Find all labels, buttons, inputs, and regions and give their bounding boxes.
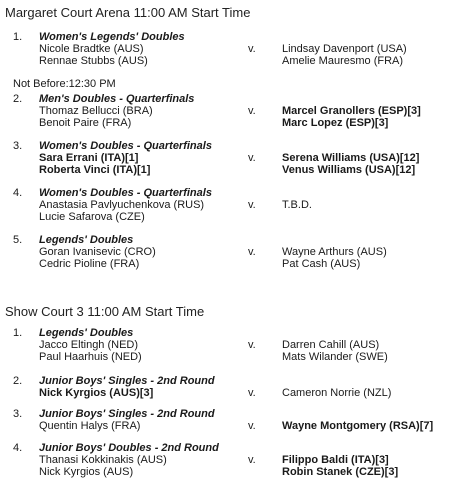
not-before-note: Not Before:12:30 PM	[13, 78, 116, 90]
player-left-winner: Sara Errani (ITA)[1]	[39, 152, 139, 164]
player-right: Darren Cahill (AUS)	[282, 339, 380, 351]
versus-label: v.	[248, 105, 256, 117]
player-left: Rennae Stubbs (AUS)	[39, 55, 148, 67]
player-right: Lindsay Davenport (USA)	[282, 43, 407, 55]
match-number: 3.	[13, 408, 23, 420]
event-name: Junior Boys' Singles - 2nd Round	[39, 408, 215, 420]
court-title: Show Court 3 11:00 AM Start Time	[5, 304, 205, 319]
player-left: Paul Haarhuis (NED)	[39, 351, 142, 363]
match-number: 1.	[13, 327, 23, 339]
player-right: Cameron Norrie (NZL)	[282, 387, 392, 399]
versus-label: v.	[248, 246, 256, 258]
player-left-winner: Nick Kyrgios (AUS)[3]	[39, 387, 154, 399]
player-left-winner: Roberta Vinci (ITA)[1]	[39, 164, 151, 176]
player-right: Amelie Mauresmo (FRA)	[282, 55, 404, 67]
player-left: Anastasia Pavlyuchenkova (RUS)	[39, 199, 205, 211]
player-right-winner: Filippo Baldi (ITA)[3]	[282, 454, 389, 466]
event-name: Women's Doubles - Quarterfinals	[39, 187, 212, 199]
match-number: 2.	[13, 93, 23, 105]
player-left: Nicole Bradtke (AUS)	[39, 43, 144, 55]
player-right-winner: Venus Williams (USA)[12]	[282, 164, 416, 176]
versus-label: v.	[248, 387, 256, 399]
match-number: 1.	[13, 31, 23, 43]
player-right-winner: Marcel Granollers (ESP)[3]	[282, 105, 421, 117]
versus-label: v.	[248, 199, 256, 211]
player-right-winner: Wayne Montgomery (RSA)[7]	[282, 420, 434, 432]
event-name: Women's Legends' Doubles	[39, 31, 185, 43]
event-name: Junior Boys' Doubles - 2nd Round	[39, 442, 219, 454]
player-left: Quentin Halys (FRA)	[39, 420, 141, 432]
player-right-winner: Serena Williams (USA)[12]	[282, 152, 420, 164]
versus-label: v.	[248, 43, 256, 55]
player-right: T.B.D.	[282, 199, 312, 211]
versus-label: v.	[248, 152, 256, 164]
player-left: Lucie Safarova (CZE)	[39, 211, 145, 223]
event-name: Junior Boys' Singles - 2nd Round	[39, 375, 215, 387]
player-left: Jacco Eltingh (NED)	[39, 339, 139, 351]
event-name: Legends' Doubles	[39, 327, 134, 339]
player-left: Cedric Pioline (FRA)	[39, 258, 140, 270]
match-number: 2.	[13, 375, 23, 387]
player-left: Goran Ivanisevic (CRO)	[39, 246, 156, 258]
versus-label: v.	[248, 420, 256, 432]
player-left: Thanasi Kokkinakis (AUS)	[39, 454, 167, 466]
versus-label: v.	[248, 339, 256, 351]
match-number: 4.	[13, 187, 23, 199]
event-name: Men's Doubles - Quarterfinals	[39, 93, 195, 105]
player-left: Thomaz Bellucci (BRA)	[39, 105, 153, 117]
match-number: 5.	[13, 234, 23, 246]
match-number: 4.	[13, 442, 23, 454]
court-title: Margaret Court Arena 11:00 AM Start Time	[5, 5, 251, 20]
player-right: Mats Wilander (SWE)	[282, 351, 388, 363]
player-right-winner: Robin Stanek (CZE)[3]	[282, 466, 399, 478]
event-name: Women's Doubles - Quarterfinals	[39, 140, 212, 152]
player-left: Benoit Paire (FRA)	[39, 117, 132, 129]
versus-label: v.	[248, 454, 256, 466]
event-name: Legends' Doubles	[39, 234, 134, 246]
player-right: Wayne Arthurs (AUS)	[282, 246, 387, 258]
player-right: Pat Cash (AUS)	[282, 258, 361, 270]
player-left: Nick Kyrgios (AUS)	[39, 466, 134, 478]
match-number: 3.	[13, 140, 23, 152]
player-right-winner: Marc Lopez (ESP)[3]	[282, 117, 389, 129]
